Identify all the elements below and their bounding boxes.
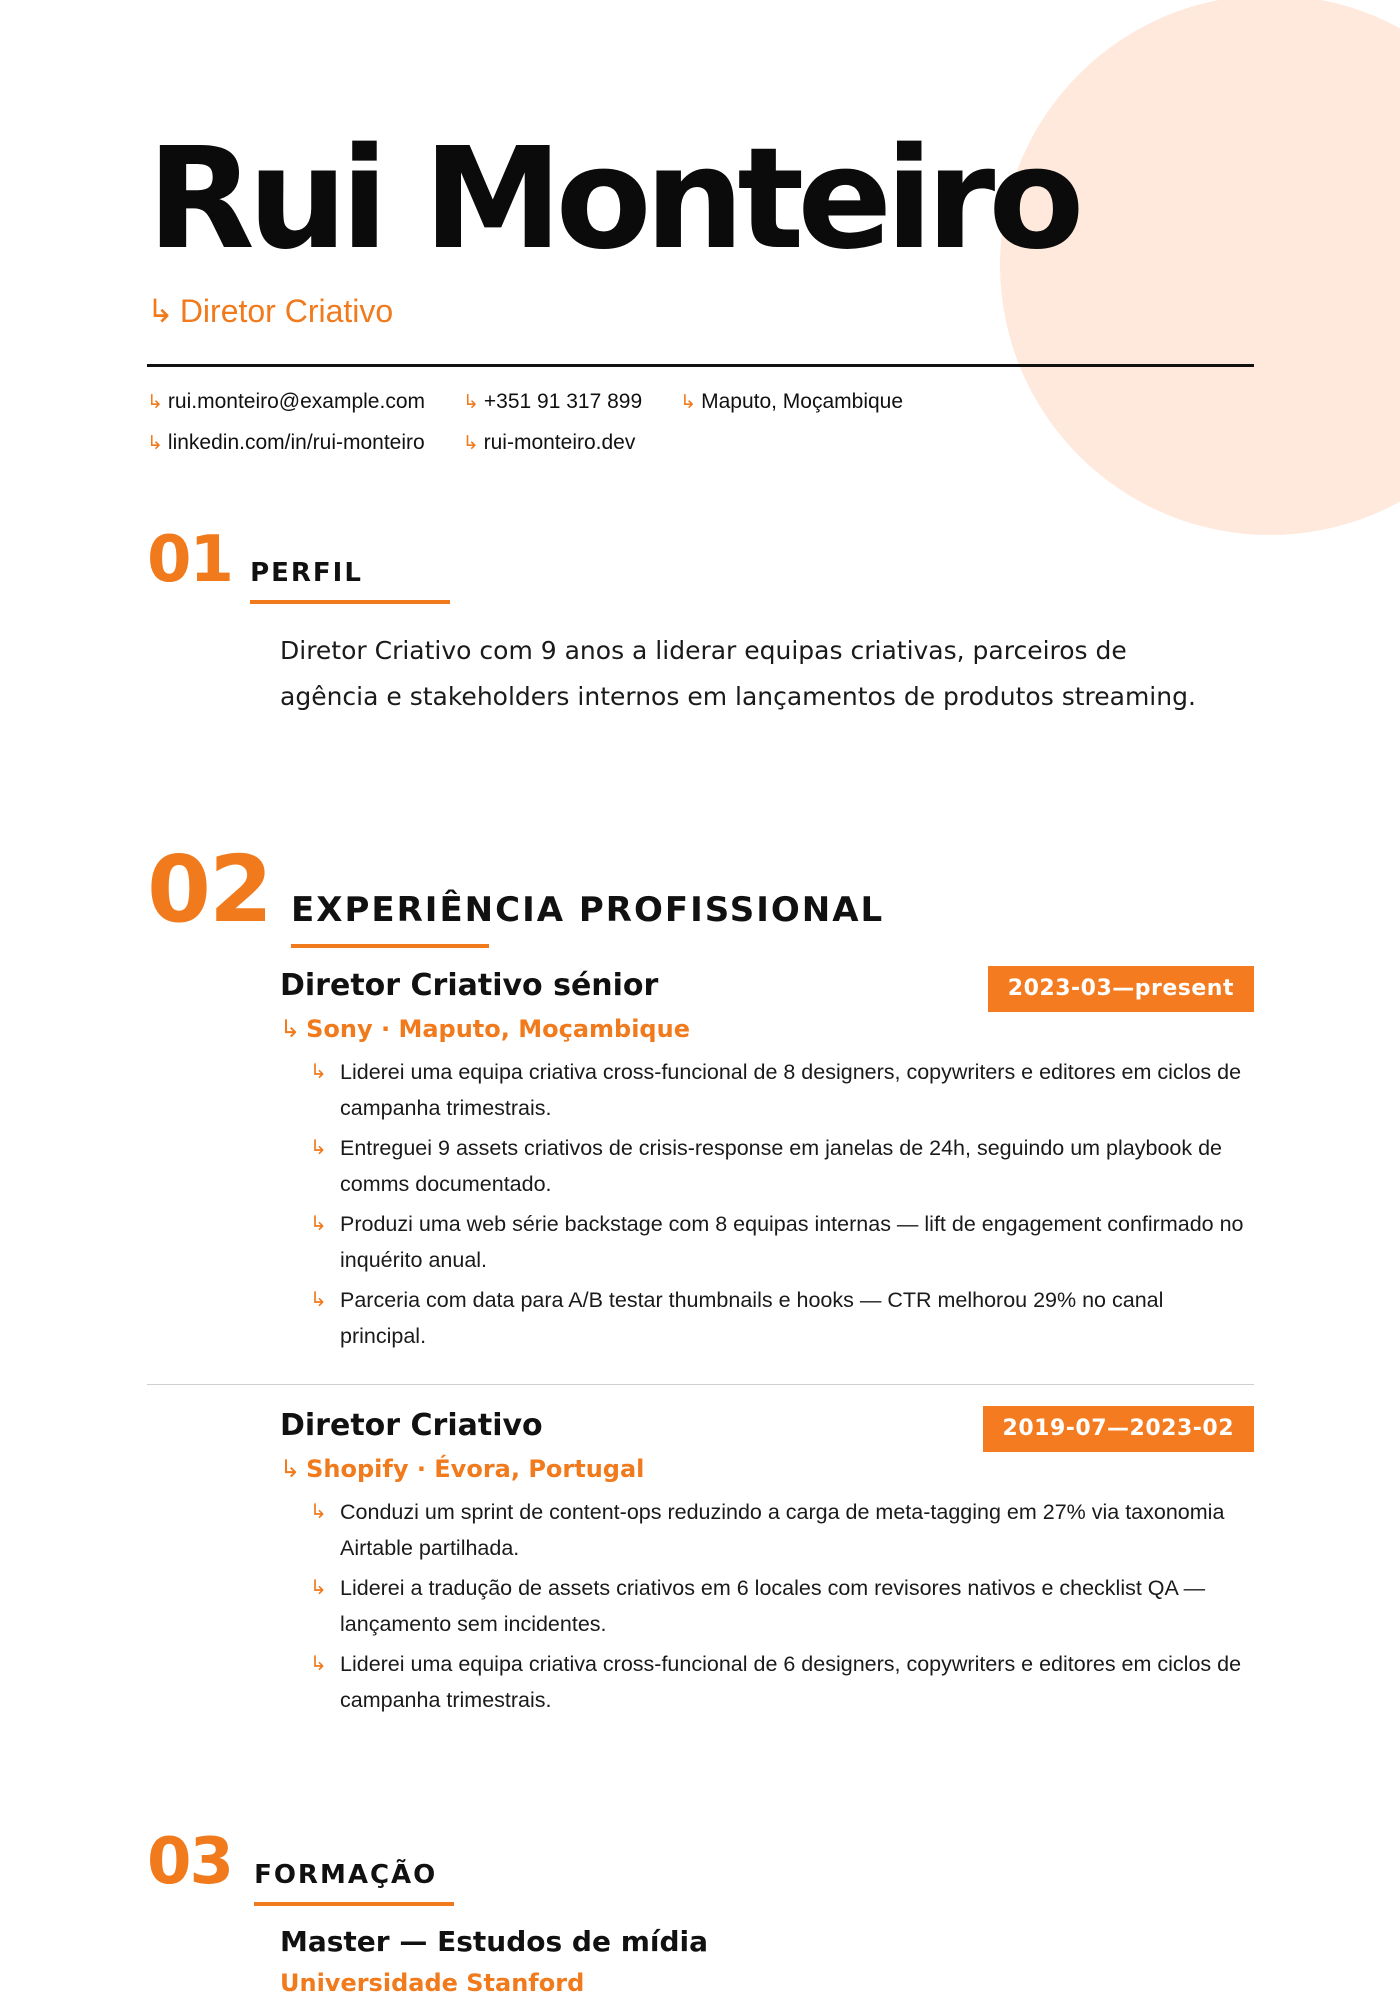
section-education-heading <box>147 1825 438 1899</box>
bullet-text: Liderei uma equipa criativa cross-funcional de 8 designers, copywriters e editores em ciclos de campanha trimestrais. <box>340 1060 1242 1120</box>
job-title: Diretor Criativo sénior <box>280 968 659 1003</box>
bullet-item <box>310 1646 1254 1718</box>
education-school: Universidade Stanford <box>280 1969 585 1997</box>
bullet-item <box>310 1570 1254 1642</box>
bullet-text: Liderei a tradução de assets criativos em 6 locales com revisores nativos e checklist QA — lançamento sem incidentes. <box>340 1576 1206 1636</box>
email-text: rui.monteiro@example.com <box>167 390 425 413</box>
website-text: rui-monteiro.dev <box>483 431 636 454</box>
section-title-text: PERFIL <box>250 558 363 588</box>
job-date-badge: 2019-07—2023-02 <box>983 1406 1254 1452</box>
arrow-icon: ↳ <box>310 1289 327 1311</box>
section-title-text: EXPERIÊNCIA PROFISSIONAL <box>291 890 885 930</box>
candidate-role <box>147 292 393 330</box>
contact-location <box>680 382 903 423</box>
arrow-icon: ↳ <box>680 392 697 413</box>
arrow-icon: ↳ <box>147 433 163 454</box>
section-title-text: FORMAÇÃO <box>254 1860 438 1890</box>
arrow-icon: ↳ <box>310 1137 327 1159</box>
bullet-text: Conduzi um sprint de content-ops reduzindo a carga de meta-tagging em 27% via taxonomia Airtable partilhada. <box>340 1500 1225 1560</box>
arrow-icon: ↳ <box>462 433 479 454</box>
bullet-item <box>310 1282 1254 1354</box>
bullet-text: Liderei uma equipa criativa cross-funcional de 6 designers, copywriters e editores em ciclos de campanha trimestrais. <box>340 1652 1242 1712</box>
arrow-icon: ↳ <box>147 293 174 329</box>
job-bullets <box>280 1054 1254 1354</box>
company-text: Sony · Maputo, Moçambique <box>306 1015 690 1043</box>
company-text: Shopify · Évora, Portugal <box>306 1455 645 1483</box>
contact-list <box>147 382 1147 464</box>
section-title <box>254 1860 437 1894</box>
contact-phone[interactable] <box>463 382 642 423</box>
location-text: Maputo, Moçambique <box>701 390 904 413</box>
arrow-icon: ↳ <box>310 1653 327 1675</box>
arrow-icon: ↳ <box>310 1577 327 1599</box>
section-title <box>250 558 363 592</box>
section-profile-heading <box>147 523 363 597</box>
role-label: Diretor Criativo <box>179 293 394 329</box>
contact-row <box>147 423 1147 464</box>
bullet-text: Produzi uma web série backstage com 8 equipas internas — lift de engagement confirmado no inquérito anual. <box>340 1212 1244 1272</box>
arrow-icon: ↳ <box>310 1501 327 1523</box>
section-title <box>291 890 884 936</box>
education-degree: Master — Estudos de mídia <box>280 1925 708 1958</box>
arrow-icon: ↳ <box>310 1213 327 1235</box>
bullet-text: Parceria com data para A/B testar thumbnails e hooks — CTR melhorou 29% no canal principal. <box>340 1288 1164 1348</box>
arrow-icon: ↳ <box>280 1015 301 1043</box>
section-underline <box>254 1902 454 1906</box>
section-number: 02 <box>147 836 272 943</box>
section-number: 01 <box>147 523 233 597</box>
job-bullets <box>280 1494 1254 1718</box>
job-date-badge: 2023-03—present <box>988 966 1254 1012</box>
job-entry <box>280 1406 1254 1722</box>
candidate-name: Rui Monteiro <box>147 118 1078 281</box>
arrow-icon: ↳ <box>310 1061 327 1083</box>
contact-email[interactable] <box>147 382 425 423</box>
contact-row <box>147 382 1147 423</box>
job-company <box>280 1452 1254 1486</box>
job-company <box>280 1012 1254 1046</box>
bullet-item <box>310 1054 1254 1126</box>
section-underline <box>250 600 450 604</box>
profile-summary: Diretor Criativo com 9 anos a liderar equipas criativas, parceiros de agência e stakeholders internos em lançamentos de produtos streaming. <box>280 636 1196 711</box>
contact-website[interactable] <box>463 423 636 464</box>
arrow-icon: ↳ <box>147 392 163 413</box>
header-divider <box>147 364 1254 367</box>
bullet-text: Entreguei 9 assets criativos de crisis-response em janelas de 24h, seguindo um playbook de comms documentado. <box>340 1136 1222 1196</box>
job-entry <box>280 966 1254 1358</box>
job-divider <box>147 1384 1254 1385</box>
arrow-icon: ↳ <box>280 1455 301 1483</box>
bullet-item <box>310 1494 1254 1566</box>
linkedin-text: linkedin.com/in/rui-monteiro <box>167 431 425 454</box>
section-underline <box>291 944 489 948</box>
contact-linkedin[interactable] <box>147 423 425 464</box>
job-title: Diretor Criativo <box>280 1408 543 1443</box>
arrow-icon: ↳ <box>463 392 479 413</box>
bullet-item <box>310 1206 1254 1278</box>
section-number: 03 <box>147 1825 233 1899</box>
bullet-item <box>310 1130 1254 1202</box>
phone-text: +351 91 317 899 <box>483 390 643 413</box>
section-experience-heading <box>147 836 885 943</box>
